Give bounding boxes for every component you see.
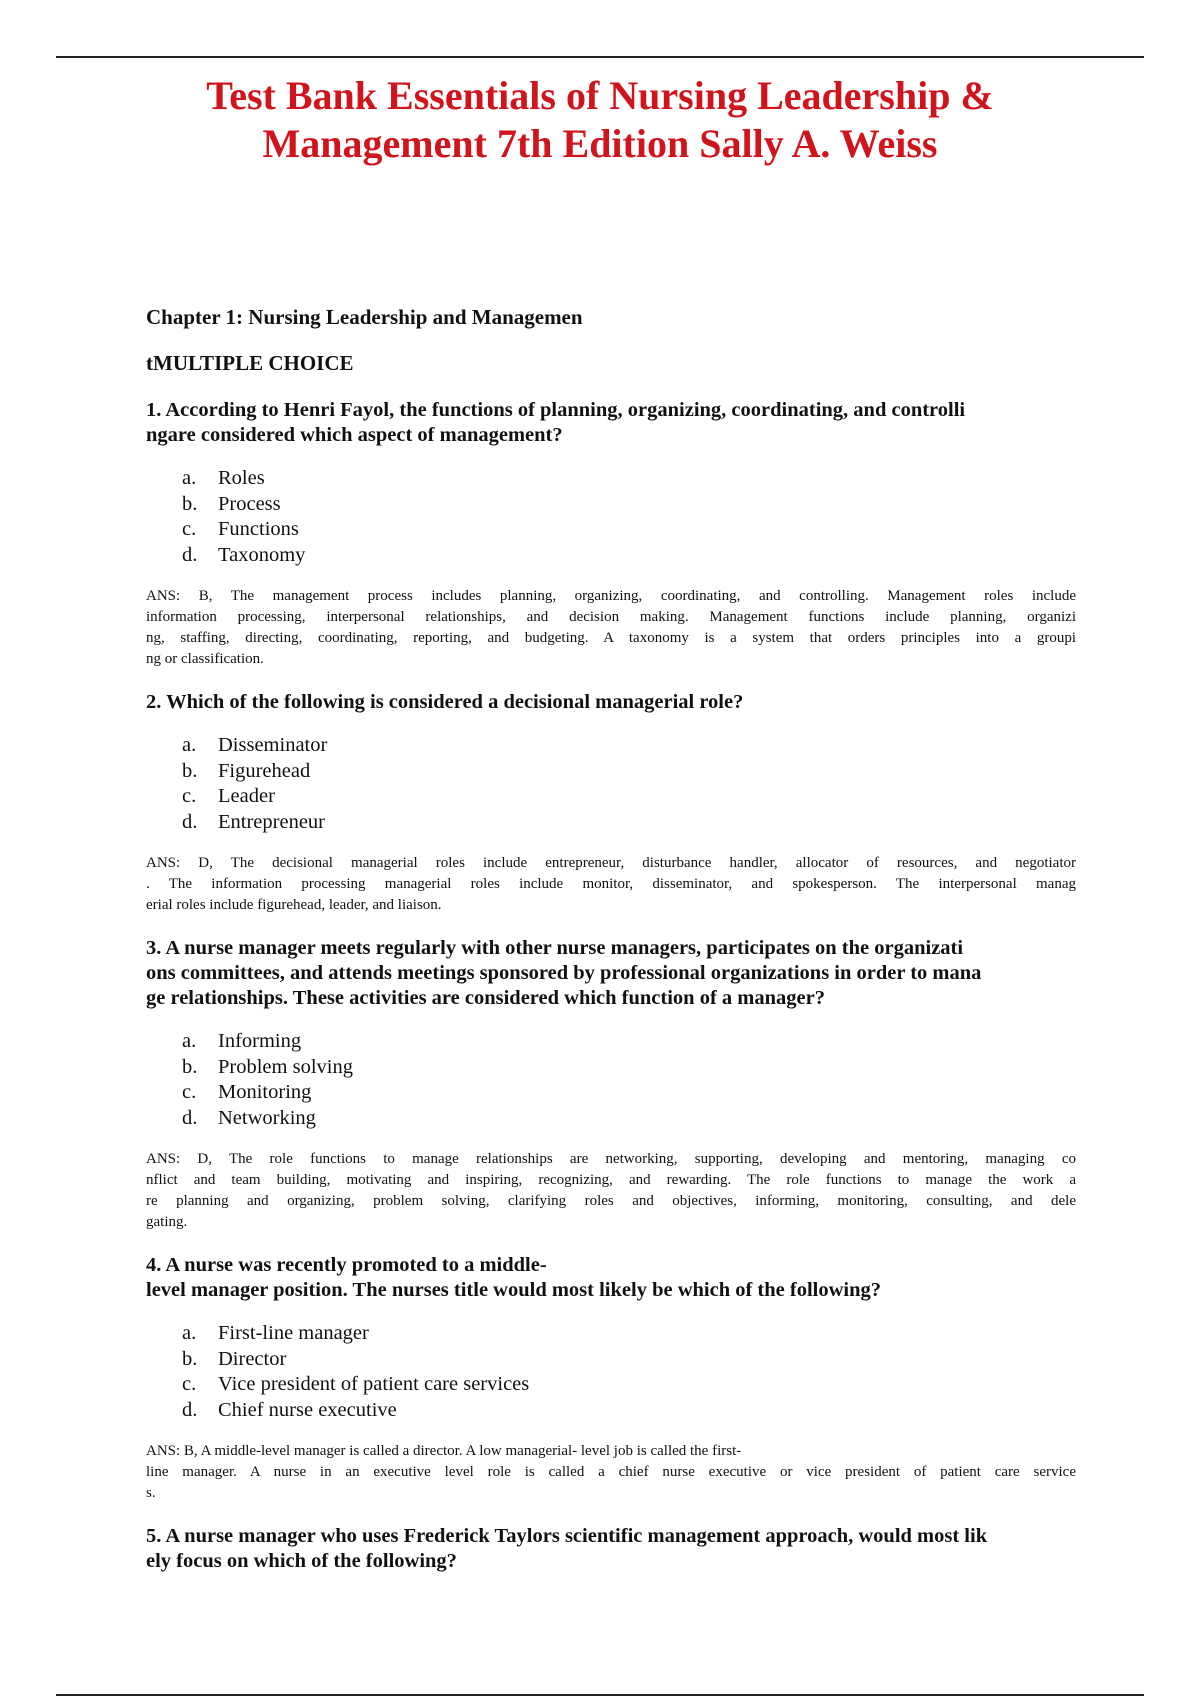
question-3-line-3: ge relationships. These activities are considered which function of a manager? <box>146 987 825 1009</box>
answer-line: s. <box>146 1485 156 1501</box>
answer-line: erial roles include figurehead, leader, and liaison. <box>146 897 442 913</box>
answer-line: ng, staffing, directing, coordinating, reporting, and budgeting. A taxonomy is a system that orders principles into a groupi <box>146 630 1076 646</box>
question-4 <box>146 1253 1076 1303</box>
choice-text: Entrepreneur <box>218 810 325 833</box>
answer-line: ANS: B, The management process includes planning, organizing, coordinating, and controlling. Management roles include <box>146 588 1076 604</box>
choice-text: Leader <box>218 785 275 807</box>
question-3-choices <box>182 1029 1076 1131</box>
choice-text: Functions <box>218 518 299 540</box>
answer-line: ANS: D, The decisional managerial roles include entrepreneur, disturbance handler, allocator of resources, and negotiator <box>146 855 1076 871</box>
top-rule <box>56 56 1144 58</box>
question-2 <box>146 690 1076 715</box>
choice-item <box>182 810 1076 836</box>
choice-item <box>182 543 1076 569</box>
choice-item <box>182 759 1076 785</box>
answer-line: nflict and team building, motivating and inspiring, recognizing, and rewarding. The role functions to manage the work a <box>146 1172 1076 1188</box>
choice-text: Networking <box>218 1106 316 1129</box>
choice-letter: c. <box>182 785 197 807</box>
choice-text: Disseminator <box>218 734 328 756</box>
choice-text: Monitoring <box>218 1081 312 1103</box>
choice-letter: d. <box>182 1398 198 1421</box>
choice-text: Director <box>218 1347 287 1370</box>
choice-letter: a. <box>182 1322 197 1344</box>
section-heading: tMULTIPLE CHOICE <box>146 351 354 375</box>
answer-3 <box>146 1149 1076 1233</box>
choice-item <box>182 1029 1076 1055</box>
question-4-line-1: 4. A nurse was recently promoted to a middle- <box>146 1254 547 1276</box>
choice-item <box>182 492 1076 518</box>
choice-text: Figurehead <box>218 759 311 782</box>
question-2-choices <box>182 733 1076 835</box>
choice-item <box>182 1106 1076 1132</box>
choice-letter: c. <box>182 1373 197 1395</box>
bottom-rule <box>56 1694 1144 1696</box>
answer-line: ANS: D, The role functions to manage relationships are networking, supporting, developing and mentoring, managing co <box>146 1151 1076 1167</box>
choice-letter: d. <box>182 1106 198 1129</box>
choice-letter: d. <box>182 810 198 833</box>
title-line-2: Management 7th Edition Sally A. Weiss <box>262 121 938 166</box>
answer-4 <box>146 1441 1076 1504</box>
question-4-choices <box>182 1321 1076 1423</box>
question-5-line-2: ely focus on which of the following? <box>146 1550 457 1572</box>
question-5-line-1: 5. A nurse manager who uses Frederick Taylors scientific management approach, would most lik <box>146 1525 988 1547</box>
choice-text: Process <box>218 492 281 515</box>
answer-line: . The information processing managerial roles include monitor, disseminator, and spokesperson. The interpersonal manag <box>146 876 1076 892</box>
answer-2 <box>146 853 1076 916</box>
choice-letter: a. <box>182 1030 197 1052</box>
answer-line: ng or classification. <box>146 651 264 667</box>
question-5 <box>146 1524 1076 1574</box>
answer-line: line manager. A nurse in an executive level role is called a chief nurse executive or vice president of patient care service <box>146 1464 1076 1480</box>
choice-item <box>182 1372 1076 1398</box>
question-2-line-1: 2. Which of the following is considered a decisional managerial role? <box>146 691 744 713</box>
question-1 <box>146 398 1076 448</box>
choice-text: Chief nurse executive <box>218 1398 397 1421</box>
choice-letter: d. <box>182 543 198 566</box>
choice-text: Informing <box>218 1030 302 1052</box>
choice-letter: b. <box>182 1055 198 1078</box>
chapter-heading: Chapter 1: Nursing Leadership and Managemen <box>146 305 583 329</box>
choice-text: First-line manager <box>218 1322 369 1344</box>
choice-item <box>182 733 1076 759</box>
question-1-line-2: ngare considered which aspect of management? <box>146 424 563 446</box>
choice-letter: b. <box>182 1347 198 1370</box>
question-1-line-1: 1. According to Henri Fayol, the functions of planning, organizing, coordinating, and controlli <box>146 399 966 421</box>
answer-line: gating. <box>146 1214 188 1230</box>
choice-item <box>182 784 1076 810</box>
choice-item <box>182 1080 1076 1106</box>
question-3-line-2: ons committees, and attends meetings sponsored by professional organizations in order to mana <box>146 962 982 984</box>
choice-letter: b. <box>182 759 198 782</box>
question-1-choices <box>182 466 1076 568</box>
choice-letter: a. <box>182 734 197 756</box>
title-line-1: Test Bank Essentials of Nursing Leadership & <box>206 73 994 118</box>
choice-letter: b. <box>182 492 198 515</box>
answer-line: information processing, interpersonal relationships, and decision making. Management functions include planning, organizi <box>146 609 1076 625</box>
question-3-line-1: 3. A nurse manager meets regularly with other nurse managers, participates on the organizati <box>146 937 964 959</box>
question-3 <box>146 936 1076 1011</box>
choice-item <box>182 1321 1076 1347</box>
document-title <box>100 72 1100 168</box>
choice-letter: c. <box>182 1081 197 1103</box>
answer-1 <box>146 586 1076 670</box>
answer-line: re planning and organizing, problem solving, clarifying roles and objectives, informing, monitoring, consulting, and dele <box>146 1193 1076 1209</box>
question-4-line-2: level manager position. The nurses title would most likely be which of the following? <box>146 1279 881 1301</box>
choice-item <box>182 517 1076 543</box>
choice-text: Problem solving <box>218 1055 353 1078</box>
choice-letter: a. <box>182 467 197 489</box>
choice-text: Taxonomy <box>218 543 306 566</box>
choice-item <box>182 1347 1076 1373</box>
answer-line: ANS: B, A middle-level manager is called a director. A low managerial- level job is called the first- <box>146 1443 742 1459</box>
choice-text: Roles <box>218 467 265 489</box>
choice-letter: c. <box>182 518 197 540</box>
choice-item <box>182 1055 1076 1081</box>
choice-item <box>182 1398 1076 1424</box>
choice-item <box>182 466 1076 492</box>
choice-text: Vice president of patient care services <box>218 1373 530 1395</box>
document-body <box>146 304 1076 1592</box>
